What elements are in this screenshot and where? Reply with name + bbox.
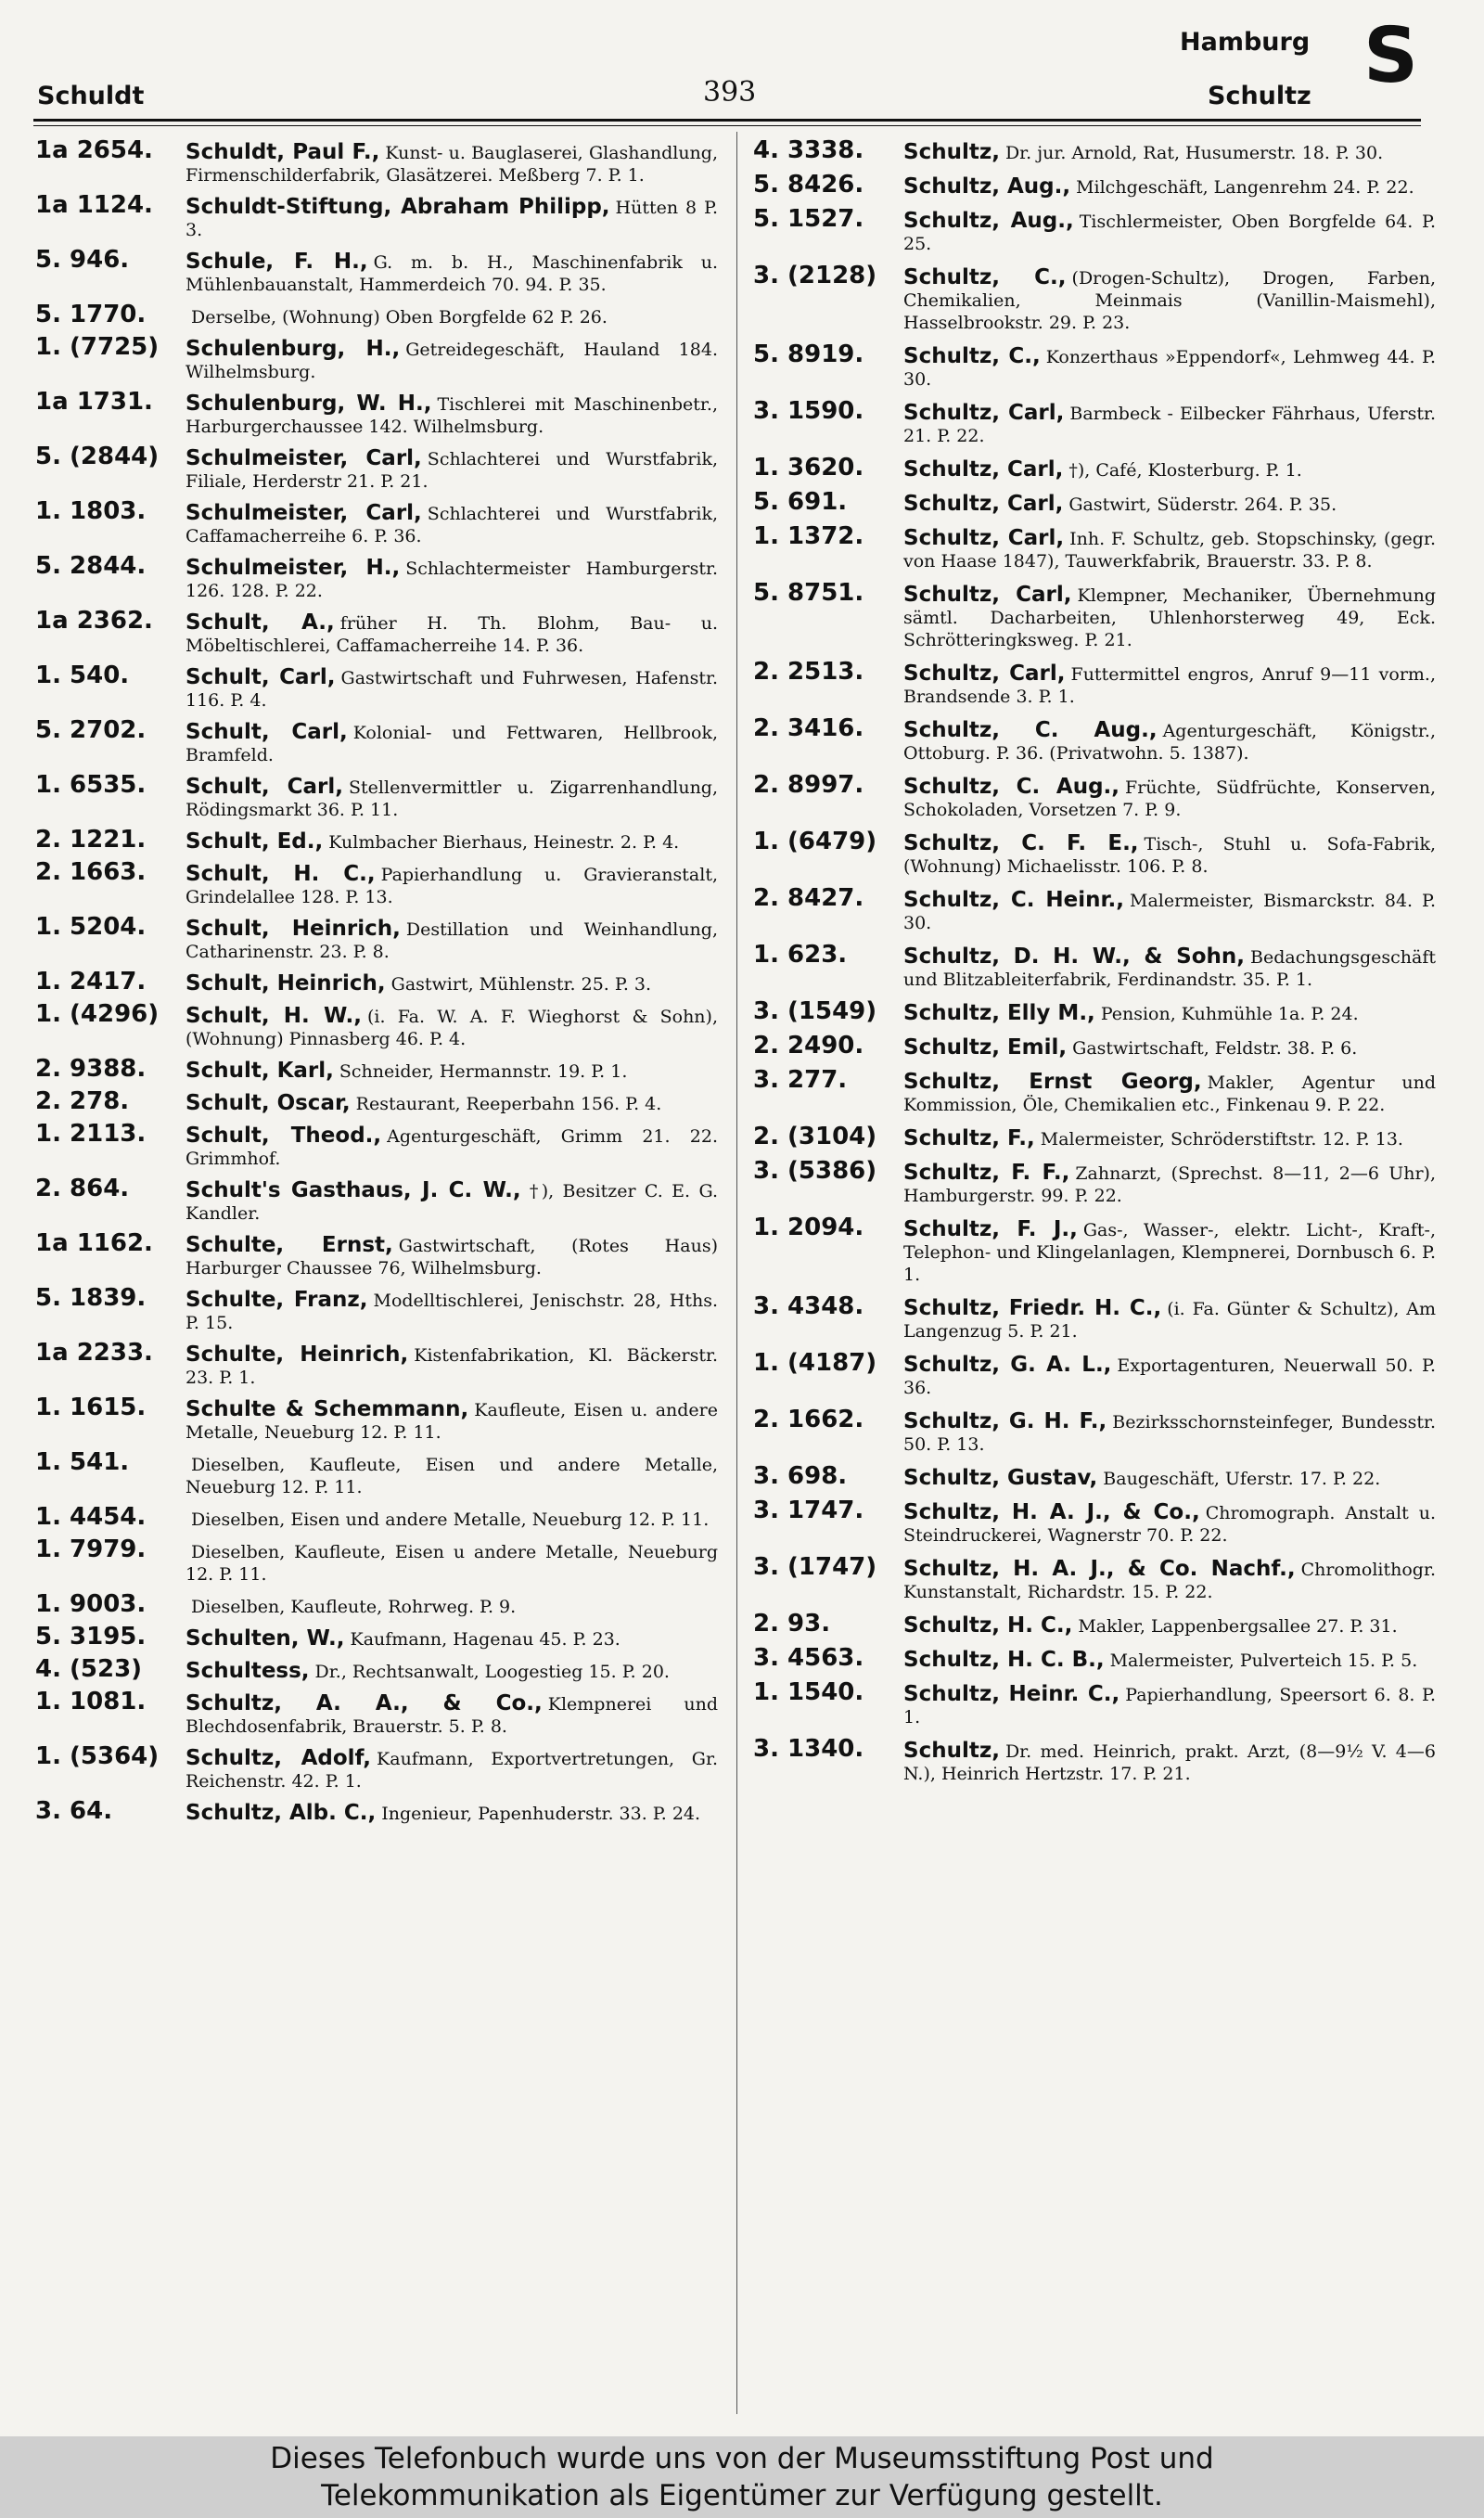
entry-phone-number: 5. 2702. (35, 716, 147, 744)
directory-entry (35, 826, 718, 854)
directory-entry (753, 771, 1436, 821)
entry-details: Bezirksschornsteinfeger, Bundesstr. 50. P. 13. (903, 1412, 1436, 1455)
entry-details: Barmbeck - Eilbecker Fährhaus, Uferstr. 21. P. 22. (903, 404, 1436, 446)
entry-details: G. m. b. H., Maschinenfabrik u. Mühlenbauanstalt, Hammerdeich 70. 94. P. 35. (186, 252, 718, 295)
directory-entry (35, 1087, 718, 1115)
directory-entry (35, 771, 719, 821)
entry-name: Schultz, Aug., (903, 209, 1074, 233)
entry-phone-number: 2. 2490. (753, 1032, 864, 1060)
entry-details: Gas-, Wasser-, elektr. Licht-, Kraft-, Telephon- und Klingelanlagen, Klempnerei, Dornbusch 6. P. 1. (903, 1220, 1436, 1285)
entry-phone-number: 5. (2844) (35, 443, 160, 470)
directory-entry (753, 1214, 1436, 1286)
footer-line-2: Telekommunikation als Eigentümer zur Verfügung gestellt. (321, 2479, 1163, 2512)
entry-name: Schulten, W., (186, 1626, 345, 1651)
entry-details: Tischlerei mit Maschinenbetr., Harburgerchaussee 142. Wilhelmsburg. (186, 394, 719, 437)
entry-name: Schult, Heinrich, (186, 917, 401, 941)
entry-name: Schultz, A. A., & Co., (186, 1691, 543, 1715)
entry-phone-number: 1a 2362. (35, 607, 153, 635)
entry-phone-number: 1. 6535. (35, 771, 147, 799)
directory-entry (753, 997, 1436, 1025)
entry-name: Schultz, C. F. E., (903, 831, 1139, 855)
entry-name: Schult, H. W., (186, 1004, 362, 1028)
entry-name: Schultz, Carl, (903, 401, 1065, 425)
entry-phone-number: 1a 1162. (35, 1229, 153, 1257)
directory-entry (753, 1497, 1436, 1547)
entry-name: Schultz, Carl, (903, 526, 1065, 550)
entry-phone-number: 2. (3104) (753, 1123, 877, 1150)
entry-name: Schultz, C. Aug., (903, 718, 1158, 742)
entry-details: Kunst- u. Bauglaserei, Glashandlung, Firmenschilderfabrik, Glasätzerei. Meßberg 7. P. 1. (186, 143, 718, 186)
directory-entry (35, 1175, 718, 1225)
entry-details: Inh. F. Schultz, geb. Stopschinsky, (gegr. von Haase 1847), Tauwerkfabrik, Brauerstr. 33. P. 8. (903, 529, 1436, 572)
directory-entry (753, 1644, 1436, 1672)
entry-name: Schultz, (903, 1739, 1000, 1763)
entry-name: Schulte, Franz, (186, 1288, 368, 1312)
entry-details: Tischlermeister, Oben Borgfelde 64. P. 25. (903, 212, 1436, 254)
entry-name: Schulenburg, H., (186, 337, 401, 361)
entry-details: Futtermittel engros, Anruf 9—11 vorm., Brandsende 3. P. 1. (903, 664, 1436, 707)
entry-name: Schultz, F. F., (903, 1161, 1070, 1185)
entry-phone-number: 1. 1081. (35, 1688, 147, 1715)
entry-phone-number: 1. (5364) (35, 1742, 160, 1770)
entry-phone-number: 5. 1839. (35, 1284, 147, 1312)
entry-name: Schultz, Gustav, (903, 1466, 1098, 1490)
entry-name: Schult, Carl, (186, 665, 336, 689)
entry-name: Schultz, (903, 140, 1000, 164)
entry-name: Schulmeister, H., (186, 556, 401, 580)
entry-name: Schultz, Alb. C., (186, 1801, 377, 1825)
entry-details: Dr. med. Heinrich, prakt. Arzt, (8—9½ V. 4—6 N.), Heinrich Hertzstr. 17. P. 21. (903, 1741, 1436, 1784)
entry-phone-number: 1. (4187) (753, 1349, 877, 1377)
directory-entry (35, 1590, 718, 1618)
entry-details: Gastwirtschaft und Fuhrwesen, Hafenstr. 116. P. 4. (186, 668, 718, 711)
entry-phone-number: 1. 4454. (35, 1503, 147, 1531)
entry-details: Kistenfabrikation, Kl. Bäckerstr. 23. P. 1. (186, 1345, 719, 1388)
entry-phone-number: 5. 3195. (35, 1623, 147, 1651)
directory-entry (35, 1797, 718, 1825)
entry-details: Dr. jur. Arnold, Rat, Husumerstr. 18. P. 30. (1004, 143, 1384, 163)
entry-phone-number: 3. 698. (753, 1462, 848, 1490)
entry-details: (Drogen-Schultz), Drogen, Farben, Chemikalien, Meinmais (Vanillin-Maismehl), Hasselbrookstr. 29. P. 23. (903, 268, 1436, 333)
right-column (753, 136, 1437, 1796)
entry-details: Milchgeschäft, Langenrehm 24. P. 22. (1076, 177, 1414, 198)
entry-name: Schultz, H. A. J., & Co., (903, 1500, 1200, 1524)
entry-phone-number: 1. 5204. (35, 913, 147, 941)
entry-phone-number: 2. 9388. (35, 1055, 147, 1083)
header-rule-thick (33, 119, 1421, 122)
entry-phone-number: 3. 4563. (753, 1644, 864, 1672)
entry-name: Schuldt, Paul F., (186, 140, 380, 164)
entry-details: Modelltischlerei, Jenischstr. 28, Hths. P. 15. (186, 1291, 718, 1333)
directory-entry (753, 262, 1436, 334)
directory-entry (35, 246, 718, 296)
entry-name: Schultz, F., (903, 1126, 1035, 1150)
entry-name: Schulmeister, Carl, (186, 446, 422, 470)
entry-details: Stellenvermittler u. Zigarrenhandlung, Rödingsmarkt 36. P. 11. (186, 777, 719, 820)
entry-phone-number: 1. 1372. (753, 522, 864, 550)
directory-entry (753, 658, 1436, 708)
directory-entry (35, 1229, 718, 1279)
entry-name: Schultz, Heinr. C., (903, 1682, 1120, 1706)
directory-entry (753, 488, 1436, 516)
entry-details: †), Café, Klosterburg. P. 1. (1068, 460, 1302, 481)
entry-phone-number: 2. 1663. (35, 858, 147, 886)
entry-name: Schultz, C., (903, 265, 1067, 289)
entry-phone-number: 2. 8997. (753, 771, 864, 799)
directory-entry (35, 497, 718, 547)
entry-name: Schuldt-Stiftung, Abraham Philipp, (186, 195, 610, 219)
directory-entry (753, 941, 1436, 991)
entry-details: Dieselben, Kaufleute, Eisen und andere Metalle, Neueburg 12. P. 11. (186, 1455, 718, 1497)
entry-details: Dieselben, Kaufleute, Eisen u andere Metalle, Neueburg 12. P. 11. (186, 1542, 718, 1585)
entry-phone-number: 3. 4348. (753, 1292, 864, 1320)
entry-details: Kaufleute, Eisen u. andere Metalle, Neueburg 12. P. 11. (186, 1400, 718, 1443)
directory-entry (35, 443, 718, 493)
directory-entry (753, 1678, 1436, 1728)
directory-entry (753, 1066, 1436, 1116)
directory-entry (753, 579, 1437, 651)
entry-details: Zahnarzt, (Sprechst. 8—11, 2—6 Uhr), Hamburgerstr. 99. P. 22. (903, 1163, 1436, 1206)
directory-entry (35, 1055, 718, 1083)
entry-details: Bedachungsgeschäft und Blitzableiterfabrik, Ferdinandstr. 35. P. 1. (903, 947, 1436, 990)
entry-name: Schult, Heinrich, (186, 971, 386, 996)
entry-details: Destillation und Weinhandlung, Catharinenstr. 23. P. 8. (186, 919, 718, 962)
entry-details: Papierhandlung, Speersort 6. 8. P. 1. (903, 1685, 1436, 1728)
entry-phone-number: 1. (6479) (753, 828, 877, 855)
entry-phone-number: 1. 3620. (753, 454, 864, 482)
entry-phone-number: 5. 1527. (753, 205, 864, 233)
entry-details: (i. Fa. W. A. F. Wieghorst & Sohn), (Wohnung) Pinnasberg 46. P. 4. (186, 1007, 718, 1049)
header-right-name: Schultz (1208, 82, 1311, 110)
entry-name: Schult, Karl, (186, 1059, 334, 1083)
entry-details: Dieselben, Kaufleute, Rohrweg. P. 9. (191, 1597, 517, 1617)
entry-phone-number: 5. 8751. (753, 579, 864, 607)
entry-name: Schult, H. C., (186, 862, 376, 886)
entry-phone-number: 5. 2844. (35, 552, 147, 580)
directory-entry (35, 136, 718, 186)
directory-entry (753, 1292, 1436, 1343)
column-divider (736, 132, 737, 2414)
entry-details: †), Besitzer C. E. G. Kandler. (186, 1181, 718, 1224)
entry-phone-number: 5. 691. (753, 488, 848, 516)
entry-details: Chromograph. Anstalt u. Steindruckerei, Wagnerstr 70. P. 22. (903, 1503, 1436, 1546)
entry-phone-number: 1a 1124. (35, 191, 153, 219)
entry-name: Schulte & Schemmann, (186, 1397, 469, 1421)
entry-phone-number: 2. 1221. (35, 826, 147, 854)
entry-name: Schulenburg, W. H., (186, 392, 432, 416)
entry-phone-number: 3. 1747. (753, 1497, 864, 1524)
entry-details: Kaufmann, Hagenau 45. P. 23. (350, 1629, 620, 1650)
entry-phone-number: 1. 1803. (35, 497, 147, 525)
entry-name: Schult, Carl, (186, 775, 344, 799)
directory-entry (35, 1655, 718, 1683)
entry-name: Schultz, G. A. L., (903, 1353, 1112, 1377)
entry-details: Makler, Agentur und Kommission, Öle, Chemikalien etc., Finkenau 9. P. 22. (903, 1073, 1436, 1115)
entry-phone-number: 1. 2113. (35, 1120, 147, 1148)
entry-name: Schultz, D. H. W., & Sohn, (903, 944, 1245, 969)
directory-entry (35, 1339, 719, 1389)
directory-entry (753, 1123, 1436, 1150)
directory-entry (35, 1535, 718, 1586)
entry-name: Schultz, H. A. J., & Co. Nachf., (903, 1557, 1296, 1581)
entry-name: Schultz, H. C., (903, 1613, 1073, 1638)
directory-entry (35, 1394, 718, 1444)
entry-phone-number: 3. 1340. (753, 1735, 864, 1763)
entry-phone-number: 4. 3338. (753, 136, 864, 164)
directory-entry (35, 858, 718, 908)
entry-name: Schult, Theod., (186, 1124, 382, 1148)
header-city: Hamburg (1180, 28, 1311, 57)
entry-details: Schneider, Hermannstr. 19. P. 1. (339, 1061, 628, 1082)
directory-entry (753, 1157, 1436, 1207)
entry-phone-number: 5. 1770. (35, 301, 147, 328)
header-rule-thin (33, 125, 1421, 126)
directory-entry (35, 1623, 718, 1651)
directory-entry (753, 454, 1436, 482)
entry-name: Schulte, Ernst, (186, 1233, 393, 1257)
entry-phone-number: 5. 946. (35, 246, 130, 274)
directory-entry (35, 301, 718, 328)
directory-entry (35, 552, 718, 602)
directory-entry (35, 968, 718, 996)
entry-phone-number: 1. (4296) (35, 1000, 160, 1028)
entry-name: Schult, Ed., (186, 829, 324, 854)
entry-phone-number: 1. 2417. (35, 968, 147, 996)
directory-entry (753, 714, 1436, 764)
entry-details: Chromolithogr. Kunstanstalt, Richardstr. 15. P. 22. (903, 1560, 1436, 1602)
directory-entry (753, 1735, 1436, 1785)
entry-phone-number: 1. 541. (35, 1448, 130, 1476)
entry-details: Getreidegeschäft, Hauland 184. Wilhelmsburg. (186, 340, 718, 382)
entry-name: Schult, A., (186, 610, 335, 635)
entry-phone-number: 2. 1662. (753, 1406, 864, 1433)
entry-name: Schultz, C. Aug., (903, 775, 1120, 799)
entry-phone-number: 1. 9003. (35, 1590, 147, 1618)
directory-entry (753, 171, 1436, 199)
entry-details: (i. Fa. Günter & Schultz), Am Langenzug 5. P. 21. (903, 1299, 1436, 1342)
entry-phone-number: 2. 3416. (753, 714, 864, 742)
entry-phone-number: 3. 64. (35, 1797, 113, 1825)
entry-details: Dieselben, Eisen und andere Metalle, Neueburg 12. P. 11. (191, 1510, 710, 1530)
directory-entry (35, 388, 719, 438)
entry-details: Kaufmann, Exportvertretungen, Gr. Reichenstr. 42. P. 1. (186, 1749, 718, 1792)
entry-details: Pension, Kuhmühle 1a. P. 24. (1100, 1004, 1359, 1024)
entry-name: Schultz, F. J., (903, 1217, 1078, 1241)
directory-entry (35, 913, 718, 963)
entry-phone-number: 2. 278. (35, 1087, 130, 1115)
directory-entry (35, 1503, 718, 1531)
entry-details: Schlachterei und Wurstfabrik, Filiale, Herderstr 21. P. 21. (186, 449, 718, 492)
entry-name: Schultz, Ernst Georg, (903, 1070, 1202, 1094)
directory-entry (753, 1032, 1436, 1060)
entry-name: Schultz, Friedr. H. C., (903, 1296, 1162, 1320)
page-number: 393 (703, 76, 757, 109)
entry-details: Malermeister, Pulverteich 15. P. 5. (1109, 1651, 1418, 1671)
entry-name: Schultz, Carl, (903, 662, 1066, 686)
entry-name: Schultz, C., (903, 344, 1041, 368)
directory-entry (35, 716, 719, 766)
entry-name: Schult, Oscar, (186, 1091, 351, 1115)
directory-entry (753, 397, 1436, 447)
entry-details: Malermeister, Bismarckstr. 84. P. 30. (903, 891, 1436, 933)
entry-name: Schultz, H. C. B., (903, 1648, 1105, 1672)
entry-details: Gastwirtschaft, (Rotes Haus) Harburger Chaussee 76, Wilhelmsburg. (186, 1236, 718, 1278)
entry-name: Schultz, Adolf, (186, 1746, 372, 1770)
entry-phone-number: 2. 864. (35, 1175, 130, 1202)
entry-details: Klempnerei und Blechdosenfabrik, Brauerstr. 5. P. 8. (186, 1694, 718, 1737)
entry-phone-number: 3. (1549) (753, 997, 877, 1025)
entry-phone-number: 5. 8919. (753, 340, 864, 368)
entry-details: Gastwirt, Mühlenstr. 25. P. 3. (390, 974, 652, 995)
entry-phone-number: 1. 540. (35, 662, 130, 689)
directory-entry (35, 1120, 718, 1170)
entry-phone-number: 2. 93. (753, 1610, 831, 1638)
entry-details: Gastwirt, Süderstr. 264. P. 35. (1068, 495, 1337, 515)
entry-details: Ingenieur, Papenhuderstr. 33. P. 24. (381, 1804, 701, 1824)
entry-details: Agenturgeschäft, Grimm 21. 22. Grimmhof. (186, 1126, 718, 1169)
directory-entry (35, 1448, 718, 1498)
entry-details: Derselbe, (Wohnung) Oben Borgfelde 62 P. 26. (191, 307, 608, 328)
directory-entry (35, 333, 718, 383)
entry-phone-number: 1. 1540. (753, 1678, 864, 1706)
directory-entry (35, 191, 719, 241)
entry-name: Schultz, Carl, (903, 583, 1072, 607)
entry-name: Schultz, Carl, (903, 457, 1064, 482)
entry-details: früher H. Th. Blohm, Bau- u. Möbeltischlerei, Caffamacherreihe 14. P. 36. (186, 613, 718, 656)
header-left-name: Schuldt (37, 82, 145, 110)
entry-details: Malermeister, Schröderstiftstr. 12. P. 13. (1040, 1129, 1403, 1150)
entry-phone-number: 1a 2233. (35, 1339, 153, 1367)
left-column (35, 136, 719, 1834)
directory-entry (753, 1349, 1436, 1399)
directory-entry (753, 1610, 1436, 1638)
directory-entry (35, 1742, 718, 1792)
entry-name: Schultz, G. H. F., (903, 1409, 1107, 1433)
entry-phone-number: 2. 8427. (753, 884, 864, 912)
entry-name: Schultz, Elly M., (903, 1001, 1095, 1025)
directory-entry (35, 1284, 718, 1334)
directory-entry (753, 1406, 1436, 1456)
entry-phone-number: 3. (2128) (753, 262, 877, 289)
directory-entry (35, 1688, 718, 1738)
entry-details: Exportagenturen, Neuerwall 50. P. 36. (903, 1355, 1436, 1398)
directory-entry (753, 1462, 1436, 1490)
entry-details: Schlachterei und Wurstfabrik, Caffamacherreihe 6. P. 36. (186, 504, 718, 546)
directory-entry (35, 607, 718, 657)
entry-details: Schlachtermeister Hamburgerstr. 126. 128. P. 22. (186, 559, 718, 601)
entry-details: Hütten 8 P. 3. (186, 198, 719, 240)
entry-phone-number: 1. 7979. (35, 1535, 147, 1563)
entry-phone-number: 3. 277. (753, 1066, 848, 1094)
footer-line-1: Dieses Telefonbuch wurde uns von der Museumsstiftung Post und (270, 2442, 1214, 2475)
entry-phone-number: 1. 2094. (753, 1214, 864, 1241)
entry-phone-number: 1a 1731. (35, 388, 153, 416)
entry-details: Dr., Rechtsanwalt, Loogestieg 15. P. 20. (314, 1662, 670, 1682)
header-letter: S (1363, 12, 1419, 100)
directory-entry (753, 884, 1436, 934)
entry-details: Früchte, Südfrüchte, Konserven, Schokoladen, Vorsetzen 7. P. 9. (903, 777, 1436, 820)
footer-note (0, 2436, 1484, 2518)
entry-name: Schultz, Aug., (903, 174, 1071, 199)
entry-details: Konzerthaus »Eppendorf«, Lehmweg 44. P. 30. (903, 347, 1437, 390)
entry-phone-number: 5. 8426. (753, 171, 864, 199)
entry-phone-number: 1. 1615. (35, 1394, 147, 1421)
directory-entry (35, 1000, 718, 1050)
directory-entry (753, 205, 1436, 255)
entry-details: Kulmbacher Bierhaus, Heinestr. 2. P. 4. (328, 832, 680, 853)
entry-phone-number: 2. 2513. (753, 658, 864, 686)
entry-phone-number: 3. 1590. (753, 397, 864, 425)
entry-phone-number: 3. (1747) (753, 1553, 877, 1581)
entry-details: Kolonial- und Fettwaren, Hellbrook, Bramfeld. (186, 723, 719, 765)
entry-details: Tisch-, Stuhl u. Sofa-Fabrik, (Wohnung) Michaelisstr. 106. P. 8. (903, 834, 1437, 877)
entry-details: Baugeschäft, Uferstr. 17. P. 22. (1103, 1469, 1381, 1489)
entry-name: Schulte, Heinrich, (186, 1343, 409, 1367)
entry-phone-number: 1. (7725) (35, 333, 160, 361)
entry-name: Schultz, C. Heinr., (903, 888, 1125, 912)
entry-details: Klempner, Mechaniker, Übernehmung sämtl. Dacharbeiten, Uhlenhorsterweg 49, Eck. Schrötteringksweg. P. 21. (903, 585, 1437, 650)
directory-entry (753, 340, 1437, 391)
entry-details: Restaurant, Reeperbahn 156. P. 4. (355, 1094, 662, 1114)
entry-phone-number: 1a 2654. (35, 136, 153, 164)
entry-details: Papierhandlung u. Gravieranstalt, Grindelallee 128. P. 13. (186, 865, 718, 907)
entry-name: Schultess, (186, 1659, 310, 1683)
entry-phone-number: 3. (5386) (753, 1157, 877, 1185)
entry-name: Schult, Carl, (186, 720, 348, 744)
directory-entry (753, 136, 1436, 164)
entry-details: Gastwirtschaft, Feldstr. 38. P. 6. (1072, 1038, 1358, 1059)
entry-details: Agenturgeschäft, Königstr., Ottoburg. P. 36. (Privatwohn. 5. 1387). (903, 721, 1436, 764)
directory-entry (35, 662, 718, 712)
entry-name: Schult's Gasthaus, J. C. W., (186, 1178, 521, 1202)
entry-phone-number: 1. 623. (753, 941, 848, 969)
entry-phone-number: 4. (523) (35, 1655, 143, 1683)
directory-entry (753, 828, 1437, 878)
entry-name: Schule, F. H., (186, 250, 368, 274)
directory-entry (753, 522, 1436, 572)
directory-entry (753, 1553, 1436, 1603)
entry-name: Schulmeister, Carl, (186, 501, 422, 525)
entry-name: Schultz, Emil, (903, 1035, 1068, 1060)
entry-details: Makler, Lappenbergsallee 27. P. 31. (1078, 1616, 1398, 1637)
entry-name: Schultz, Carl, (903, 492, 1064, 516)
